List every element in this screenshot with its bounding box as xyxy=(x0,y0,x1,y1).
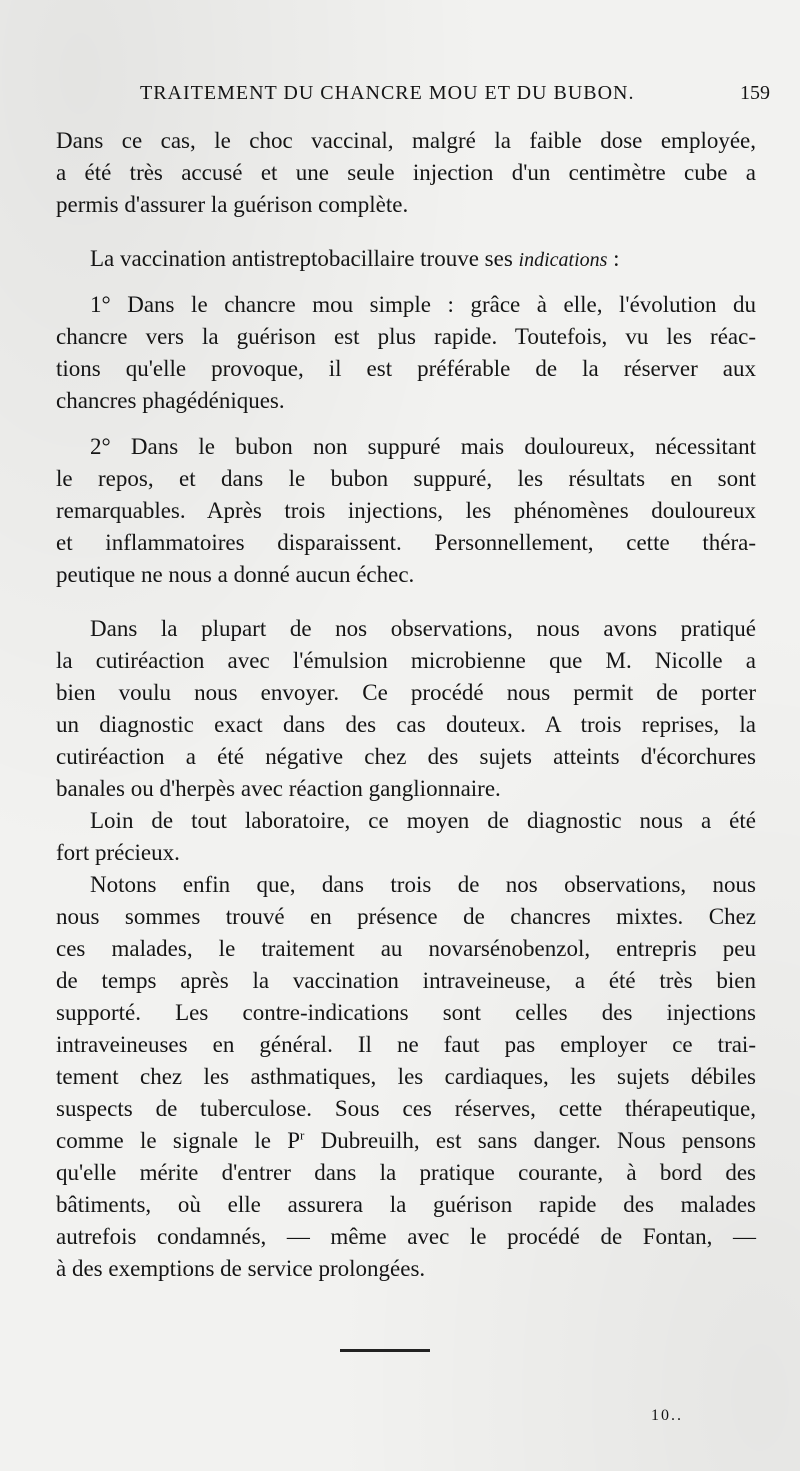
text-line: Dans ce cas, le choc vaccinal, malgré la faible dose employée, xyxy=(56,128,756,153)
paragraph-6 xyxy=(56,805,756,869)
page-header xyxy=(140,82,770,112)
text-line: et inflammatoires disparaissent. Personnellement, cette théra- xyxy=(56,530,756,555)
text-line: autrefois condamnés, — même avec le procédé de Fontan, — xyxy=(56,1224,756,1249)
text-line: fort précieux. xyxy=(56,840,180,865)
text-line: supporté. Les contre-indications sont celles des injections xyxy=(56,1000,756,1025)
text-line: un diagnostic exact dans des cas douteux. A trois reprises, la xyxy=(56,712,756,737)
text-line: remarquables. Après trois injections, les phénomènes douloureux xyxy=(56,498,756,523)
text-line: bâtiments, où elle assurera la guérison rapide des malades xyxy=(56,1192,756,1217)
text-line: tions qu'elle provoque, il est préférable de la réserver aux xyxy=(56,356,756,381)
text-run: : xyxy=(607,246,620,271)
text-line: chancres phagédéniques. xyxy=(56,388,285,413)
text-line: Notons enfin que, dans trois de nos observations, nous xyxy=(90,872,756,897)
text-line: à des exemptions de service prolongées. xyxy=(56,1256,426,1281)
body-text xyxy=(56,125,756,1285)
text-line: bien voulu nous envoyer. Ce procédé nous permit de porter xyxy=(56,680,756,705)
superscript: r xyxy=(300,1127,305,1143)
text-line: intraveineuses en général. Il ne faut pas employer ce trai- xyxy=(56,1032,756,1057)
running-title: TRAITEMENT DU CHANCRE MOU ET DU BUBON. xyxy=(140,82,635,104)
text-line: la cutiréaction avec l'émulsion microbienne que M. Nicolle a xyxy=(56,648,756,673)
page-number: 159 xyxy=(740,82,770,104)
text-line: permis d'assurer la guérison complète. xyxy=(56,192,409,217)
text-line: tement chez les asthmatiques, les cardiaques, les sujets débiles xyxy=(56,1064,756,1089)
paragraph-4 xyxy=(56,431,756,591)
text-line: banales ou d'herpès avec réaction ganglionnaire. xyxy=(56,776,501,801)
italic-term: indications xyxy=(518,249,608,271)
text-line: Loin de tout laboratoire, ce moyen de diagnostic nous a été xyxy=(90,808,756,833)
paragraph-2 xyxy=(56,243,756,275)
text-line: ces malades, le traitement au novarsénobenzol, entrepris peu xyxy=(56,936,756,961)
text-line: peutique ne nous a donné aucun échec. xyxy=(56,562,415,587)
paragraph-3 xyxy=(56,289,756,417)
text-line: Dans la plupart de nos observations, nous avons pratiqué xyxy=(90,616,756,641)
text-line: le repos, et dans le bubon suppuré, les résultats en sont xyxy=(56,466,756,491)
signature-mark: 10.. xyxy=(651,1407,683,1424)
text-line: a été très accusé et une seule injection d'un centimètre cube a xyxy=(56,160,756,185)
paragraph-7 xyxy=(56,869,756,1285)
text-run: comme le signale le P xyxy=(56,1128,300,1153)
text-line: 1° Dans le chancre mou simple : grâce à elle, l'évolution du xyxy=(90,292,756,317)
text-line xyxy=(56,243,756,275)
text-line: chancre vers la guérison est plus rapide. Toutefois, vu les réac- xyxy=(56,324,756,349)
text-line: de temps après la vaccination intraveineuse, a été très bien xyxy=(56,968,756,993)
text-line: suspects de tuberculose. Sous ces réserves, cette thérapeutique, xyxy=(56,1096,756,1121)
text-line: nous sommes trouvé en présence de chancres mixtes. Chez xyxy=(56,904,756,929)
text-line: cutiréaction a été négative chez des sujets atteints d'écorchures xyxy=(56,744,756,769)
text-line xyxy=(56,1125,756,1157)
paragraph-5 xyxy=(56,613,756,805)
text-run: Dubreuilh, est sans danger. Nous pensons xyxy=(304,1128,756,1153)
text-run: La vaccination antistreptobacillaire trouve ses xyxy=(90,246,519,271)
section-end-rule xyxy=(340,1349,430,1352)
text-line: qu'elle mérite d'entrer dans la pratique courante, à bord des xyxy=(56,1160,756,1185)
text-line: 2° Dans le bubon non suppuré mais douloureux, nécessitant xyxy=(90,434,756,459)
paragraph-1 xyxy=(56,125,756,221)
